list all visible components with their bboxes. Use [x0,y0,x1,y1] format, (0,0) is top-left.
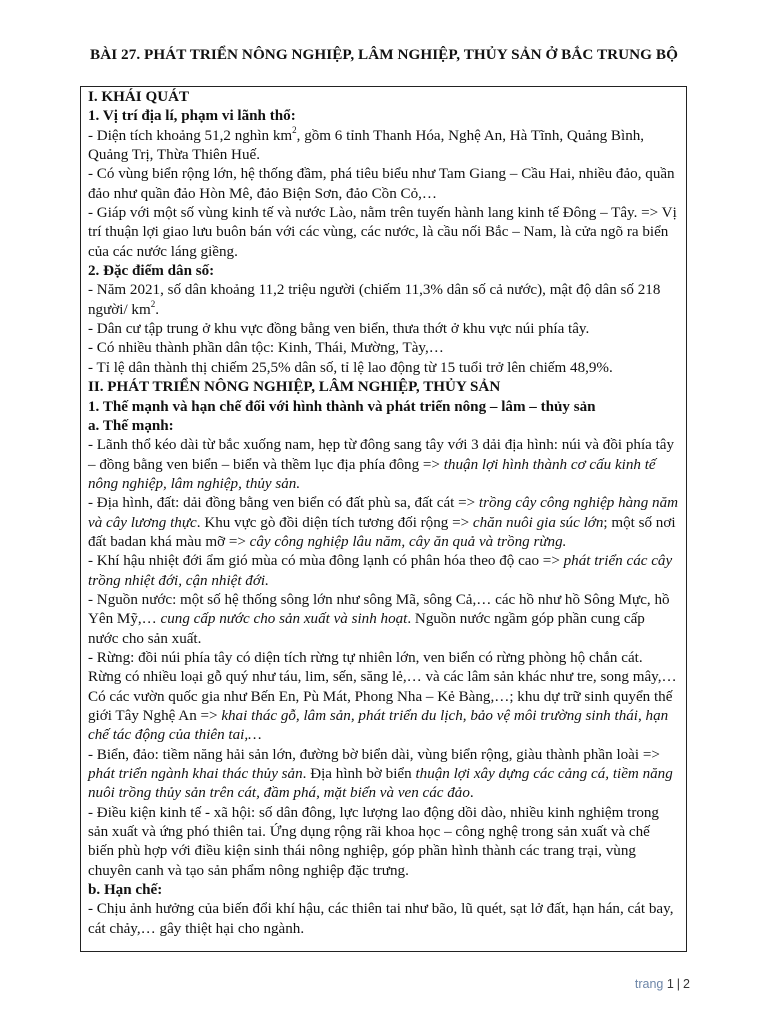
subsection-heading: 2. Đặc điểm dân số: [88,263,215,280]
paragraph: - Giáp với một số vùng kinh tế và nước Lào, nằm trên tuyến hành lang kinh tế Đông – Tây. => Vị trí thuận lợi giao lưu buôn bán với các vùng, các nước, là cầu nối Bắc – Nam, là cửa ngõ ra biển của các nước láng giềng. [88,205,677,260]
paragraph: - Biển, đảo: tiềm năng hải sản lớn, đường bờ biển dài, vùng biển rộng, giàu thành phần loài => phát triển ngành khai thác thủy sản. Địa hình bờ biển thuận lợi xây dựng các cảng cá, tiềm năng nuôi trồng thủy sản trên cát, đầm phá, mặt biển và ven các đảo. [88,746,673,802]
paragraph: - Nguồn nước: một số hệ thống sông lớn như sông Mã, sông Cả,… các hồ như hồ Sông Mực, hồ Yên Mỹ,… cung cấp nước cho sản xuất và sinh hoạt. Nguồn nước ngầm góp phần cung cấp nước cho sản xuất. [88,591,670,647]
paragraph: - Lãnh thổ kéo dài từ bắc xuống nam, hẹp từ đông sang tây với 3 dải địa hình: núi và đồi phía tây – đồng bằng ven biển – biển và thềm lục địa phía đông => thuận lợi hình thành cơ cấu kinh tế nông nghiệp, lâm nghiệp, thủy sản. [88,437,675,492]
paragraph: - Địa hình, đất: dải đồng bằng ven biển có đất phù sa, đất cát => trồng cây công nghiệp hàng năm và cây lương thực. Khu vực gò đồi diện tích tương đối rộng => chăn nuôi gia súc lớn; một số nơi đất badan khá màu mỡ => cây công nghiệp lâu năm, cây ăn quả và trồng rừng. [88,495,679,550]
paragraph: - Năm 2021, số dân khoảng 11,2 triệu người (chiếm 11,3% dân số cả nước), mật độ dân số 218 người/ $km^2$. [88,282,661,318]
subsection-heading: a. Thế mạnh: [88,417,174,434]
page-label: trang [634,977,664,991]
subsection-heading: b. Hạn chế: [88,882,163,899]
content-box [80,86,687,952]
page-number: 1 [666,977,674,991]
section-heading: I. KHÁI QUÁT [88,89,190,105]
paragraph: - Chịu ảnh hưởng của biến đổi khí hậu, các thiên tai như bão, lũ quét, sạt lở đất, hạn hán, cát bay, cát chảy,… gây thiệt hại cho ngành. [88,901,674,937]
page-total: 2 [683,977,690,991]
paragraph: - Điều kiện kinh tế - xã hội: số dân đông, lực lượng lao động dồi dào, nhiều kinh nghiệm trong sản xuất và ứng phó thiên tai. Ứng dụng rộng rãi khoa học – công nghệ trong sản xuất và chế biến phù hợp với điều kiện sinh thái nông nghiệp, góp phần hình thành các trang trại, vùng chuyên canh và tạo sản phẩm nông nghiệp đặc trưng. [88,804,659,879]
subsection-heading: 1. Vị trí địa lí, phạm vi lãnh thổ: [88,108,296,125]
paragraph: - Rừng: đồi núi phía tây có diện tích rừng tự nhiên lớn, ven biển có rừng phòng hộ chắn cát. Rừng có nhiều loại gỗ quý như táu, lim, sến, săng lẻ,… và các lâm sản khác như tre, song mây,… Có các vườn quốc gia như Bến En, Pù Mát, Phong Nha – Kẻ Bàng,…; khu dự trữ sinh quyển thế giới Tây Nghệ An => khai thác gỗ, lâm sản, phát triển du lịch, bảo vệ môi trường sinh thái, hạn chế tác động của thiên tai,… [88,649,677,744]
page-title: BÀI 27. PHÁT TRIỂN NÔNG NGHIỆP, LÂM NGHIỆP, THỦY SẢN Ở BẮC TRUNG BỘ [90,46,678,63]
paragraph: - Có vùng biển rộng lớn, hệ thống đầm, phá tiêu biểu như Tam Giang – Cầu Hai, nhiều đảo, quần đảo như quần đảo Hòn Mê, đảo Biện Sơn, đảo Cồn Cỏ,… [88,166,675,202]
paragraph: - Diện tích khoảng 51,2 nghìn $km^2$, gồm 6 tỉnh Thanh Hóa, Nghệ An, Hà Tĩnh, Quảng Bình, Quảng Trị, Thừa Thiên Huế. [88,124,645,164]
section-heading: II. PHÁT TRIỂN NÔNG NGHIỆP, LÂM NGHIỆP, THỦY SẢN [88,379,501,396]
paragraph: - Dân cư tập trung ở khu vực đồng bằng ven biển, thưa thớt ở khu vực núi phía tây. [88,321,590,338]
paragraph: - Tỉ lệ dân thành thị chiếm 25,5% dân số, tỉ lệ lao động từ 15 tuổi trở lên chiếm 48,9%. [88,359,613,376]
page-footer [635,977,690,991]
subsection-heading: 1. Thế mạnh và hạn chế đối với hình thành và phát triển nông – lâm – thủy sản [88,398,596,415]
paragraph: - Có nhiều thành phần dân tộc: Kinh, Thái, Mường, Tày,… [88,340,444,357]
paragraph: - Khí hậu nhiệt đới ẩm gió mùa có mùa đông lạnh có phân hóa theo độ cao => phát triển các cây trồng nhiệt đới, cận nhiệt đới. [88,553,673,589]
page-separator: | [676,977,681,991]
